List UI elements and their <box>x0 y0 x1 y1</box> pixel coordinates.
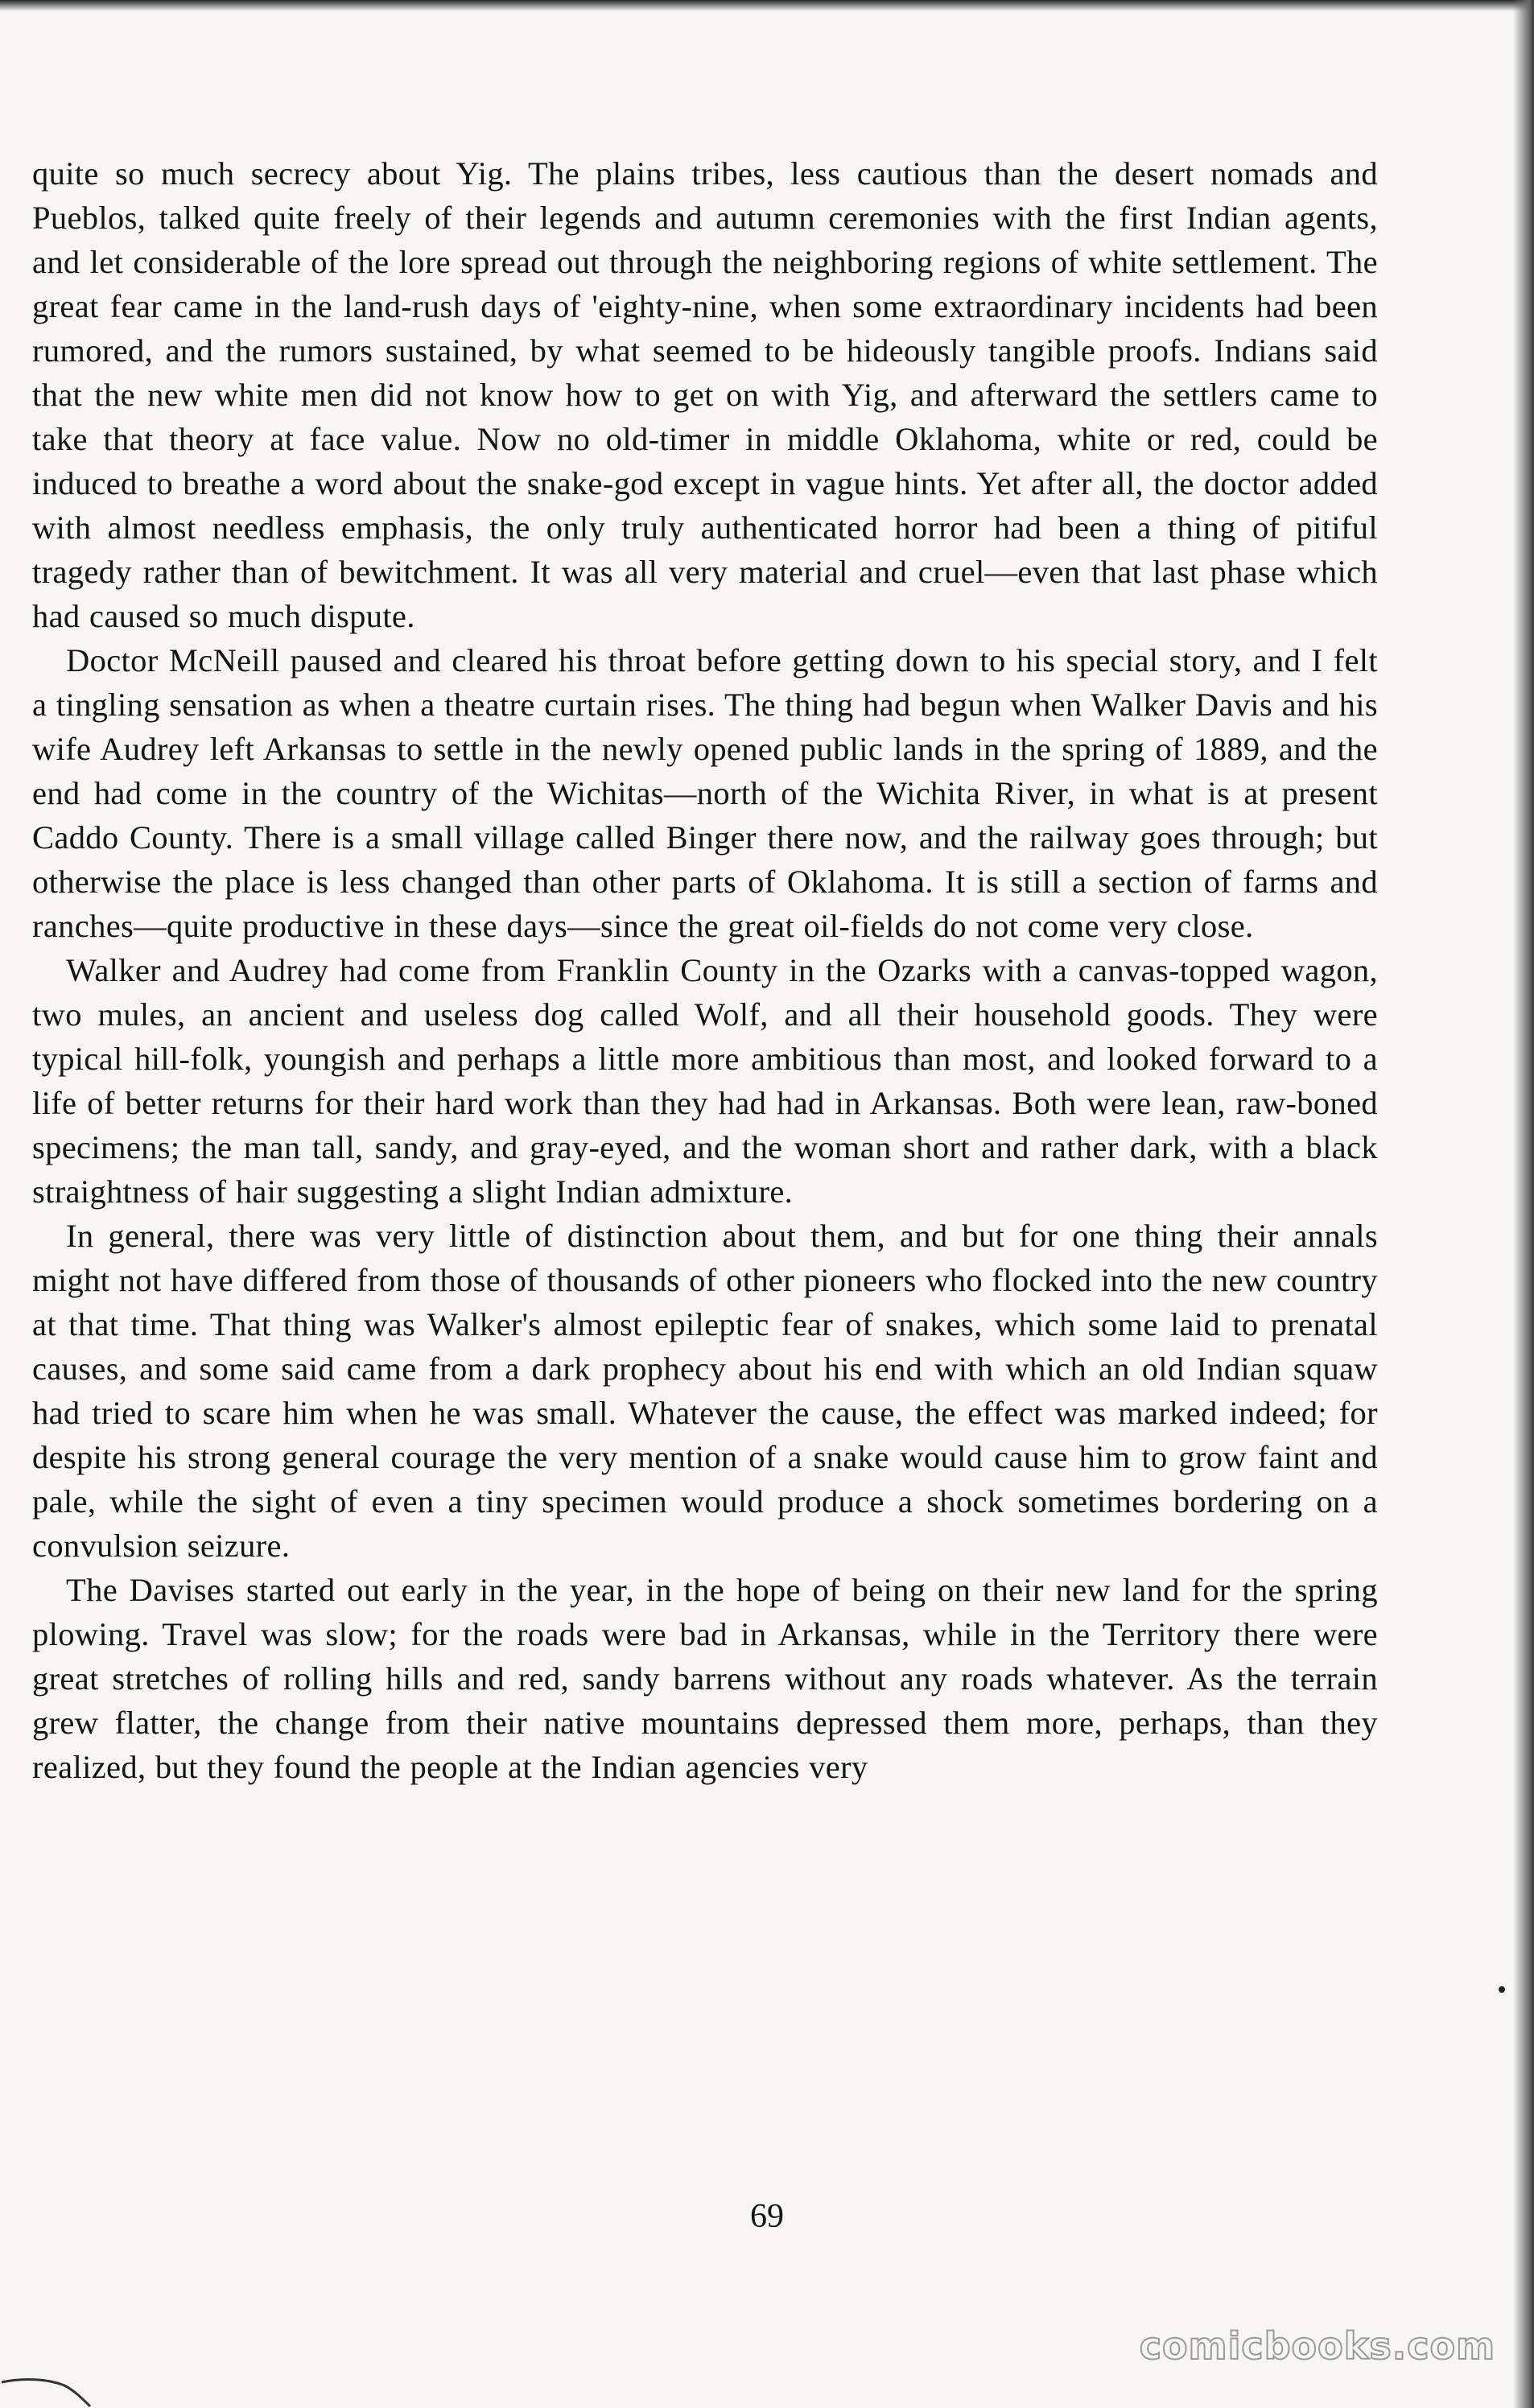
body-text <box>32 151 1378 1789</box>
paragraph-4: In general, there was very little of distinction about them, and but for one thing their annals might not have differed from those of thousands of other pioneers who flocked into the new country at that time. That thing was Walker's almost epileptic fear of snakes, which some laid to prenatal causes, and some said came from a dark prophecy about his end with which an old Indian squaw had tried to scare him when he was small. Whatever the cause, the effect was marked indeed; for despite his strong general courage the very mention of a snake would cause him to grow faint and pale, while the sight of even a tiny specimen would produce a shock sometimes bordering on a convulsion seizure. <box>32 1218 1378 1564</box>
page-right-edge <box>1513 0 1534 2408</box>
paragraph-1: quite so much secrecy about Yig. The plains tribes, less cautious than the desert nomads and Pueblos, talked quite freely of their legends and autumn ceremonies with the first Indian agents, and let considerable of the lore spread out through the neighboring regions of white settlement. The great fear came in the land-rush days of 'eighty-nine, when some extraordinary incidents had been rumored, and the rumors sustained, by what seemed to be hideously tangible proofs. Indians said that the new white men did not know how to get on with Yig, and afterward the settlers came to take that theory at face value. Now no old-timer in middle Oklahoma, white or red, could be induced to breathe a word about the snake-god except in vague hints. Yet after all, the doctor added with almost needless emphasis, the only truly authenticated horror had been a thing of pitiful tragedy rather than of bewitchment. It was all very material and cruel—even that last phase which had caused so much dispute. <box>32 155 1378 634</box>
paragraph-3: Walker and Audrey had come from Franklin County in the Ozarks with a canvas-topped wagon, two mules, an ancient and useless dog called Wolf, and all their household goods. They were typical hill-folk, youngish and perhaps a little more ambitious than most, and looked forward to a life of better returns for their hard work than they had had in Arkansas. Both were lean, raw-boned specimens; the man tall, sandy, and gray-eyed, and the woman short and rather dark, with a black straightness of hair suggesting a slight Indian admixture. <box>32 952 1378 1210</box>
stray-pen-mark <box>0 2366 97 2408</box>
page-number: 69 <box>750 2198 784 2235</box>
watermark-logo: comicbooks.com <box>1139 2324 1495 2368</box>
paragraph-5: The Davises started out early in the year, in the hope of being on their new land for the spring plowing. Travel was slow; for the roads were bad in Arkansas, while in the Territory there were great stretches of rolling hills and red, sandy barrens without any roads whatever. As the terrain grew flatter, the change from their native mountains depressed them more, perhaps, than they realized, but they found the people at the Indian agencies very <box>32 1572 1378 1785</box>
page-top-edge <box>0 0 1534 11</box>
stray-dot-mark <box>1499 1986 1505 1993</box>
paragraph-2: Doctor McNeill paused and cleared his throat before getting down to his special story, and I felt a tingling sensation as when a theatre curtain rises. The thing had begun when Walker Davis and his wife Audrey left Arkansas to settle in the newly opened public lands in the spring of 1889, and the end had come in the country of the Wichitas—north of the Wichita River, in what is at present Caddo County. There is a small village called Binger there now, and the railway goes through; but otherwise the place is less changed than other parts of Oklahoma. It is still a section of farms and ranches—quite productive in these days—since the great oil-fields do not come very close. <box>32 642 1378 944</box>
